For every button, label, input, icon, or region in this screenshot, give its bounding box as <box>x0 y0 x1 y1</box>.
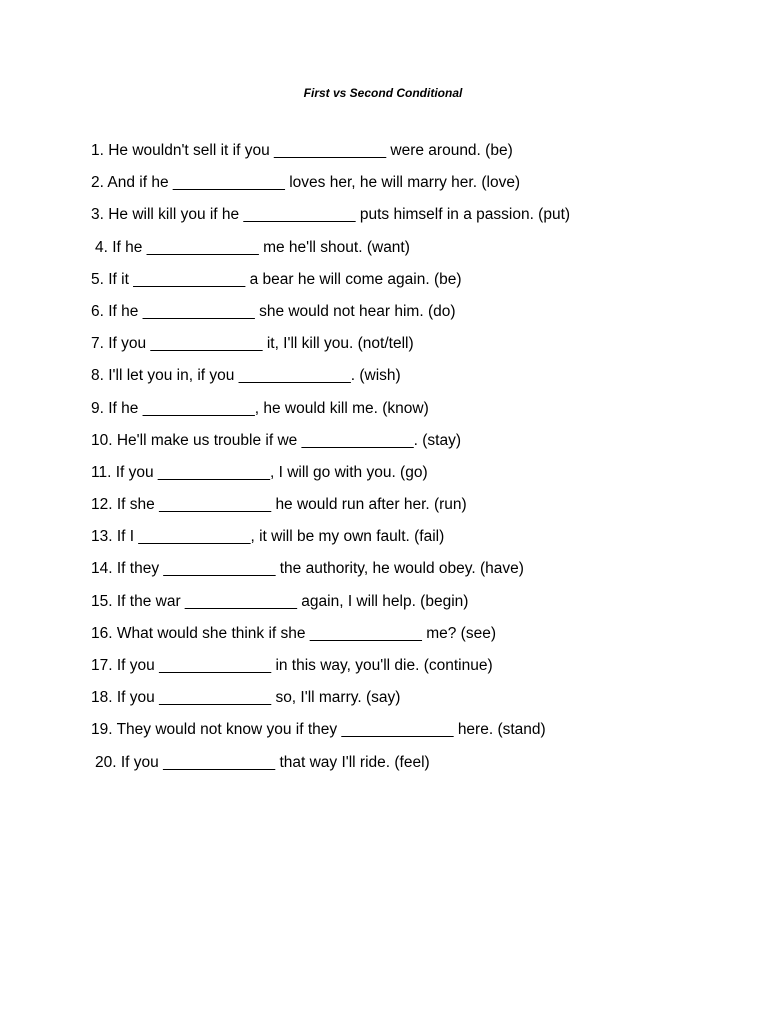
exercise-item: 9. If he _____________, he would kill me. (know) <box>91 399 429 417</box>
exercise-item: 20. If you _____________ that way I'll ride. (feel) <box>95 753 430 771</box>
exercise-item: 3. He will kill you if he _____________ puts himself in a passion. (put) <box>91 206 571 224</box>
exercise-item: 1. He wouldn't sell it if you _____________ were around. (be) <box>91 142 513 159</box>
exercise-item: 4. If he _____________ me he'll shout. (want) <box>95 238 410 256</box>
exercise-item: 18. If you _____________ so, I'll marry. (say) <box>91 689 401 707</box>
exercise-item: 19. They would not know you if they _____________ here. (stand) <box>91 721 546 739</box>
exercise-item: 16. What would she think if she _____________ me? (see) <box>91 624 496 642</box>
exercise-item: 7. If you _____________ it, I'll kill you. (not/tell) <box>91 335 414 353</box>
exercise-item: 10. He'll make us trouble if we _____________. (stay) <box>91 431 462 449</box>
exercise-item: 15. If the war _____________ again, I will help. (begin) <box>91 592 469 610</box>
exercise-item: 14. If they _____________ the authority, he would obey. (have) <box>91 560 524 578</box>
worksheet-title: First vs Second Conditional <box>303 86 463 100</box>
exercise-item: 13. If I _____________, it will be my own fault. (fail) <box>91 528 445 546</box>
exercise-item: 17. If you _____________ in this way, you'll die. (continue) <box>91 657 493 674</box>
exercise-item: 12. If she _____________ he would run after her. (run) <box>91 496 467 514</box>
exercise-item: 2. And if he _____________ loves her, he will marry her. (love) <box>91 174 521 192</box>
exercise-item: 8. I'll let you in, if you _____________. (wish) <box>91 367 401 385</box>
exercise-item: 6. If he _____________ she would not hear him. (do) <box>91 302 456 320</box>
exercise-list <box>91 141 570 785</box>
exercise-item: 5. If it _____________ a bear he will come again. (be) <box>91 270 462 288</box>
exercise-item: 11. If you _____________, I will go with you. (go) <box>91 463 428 481</box>
